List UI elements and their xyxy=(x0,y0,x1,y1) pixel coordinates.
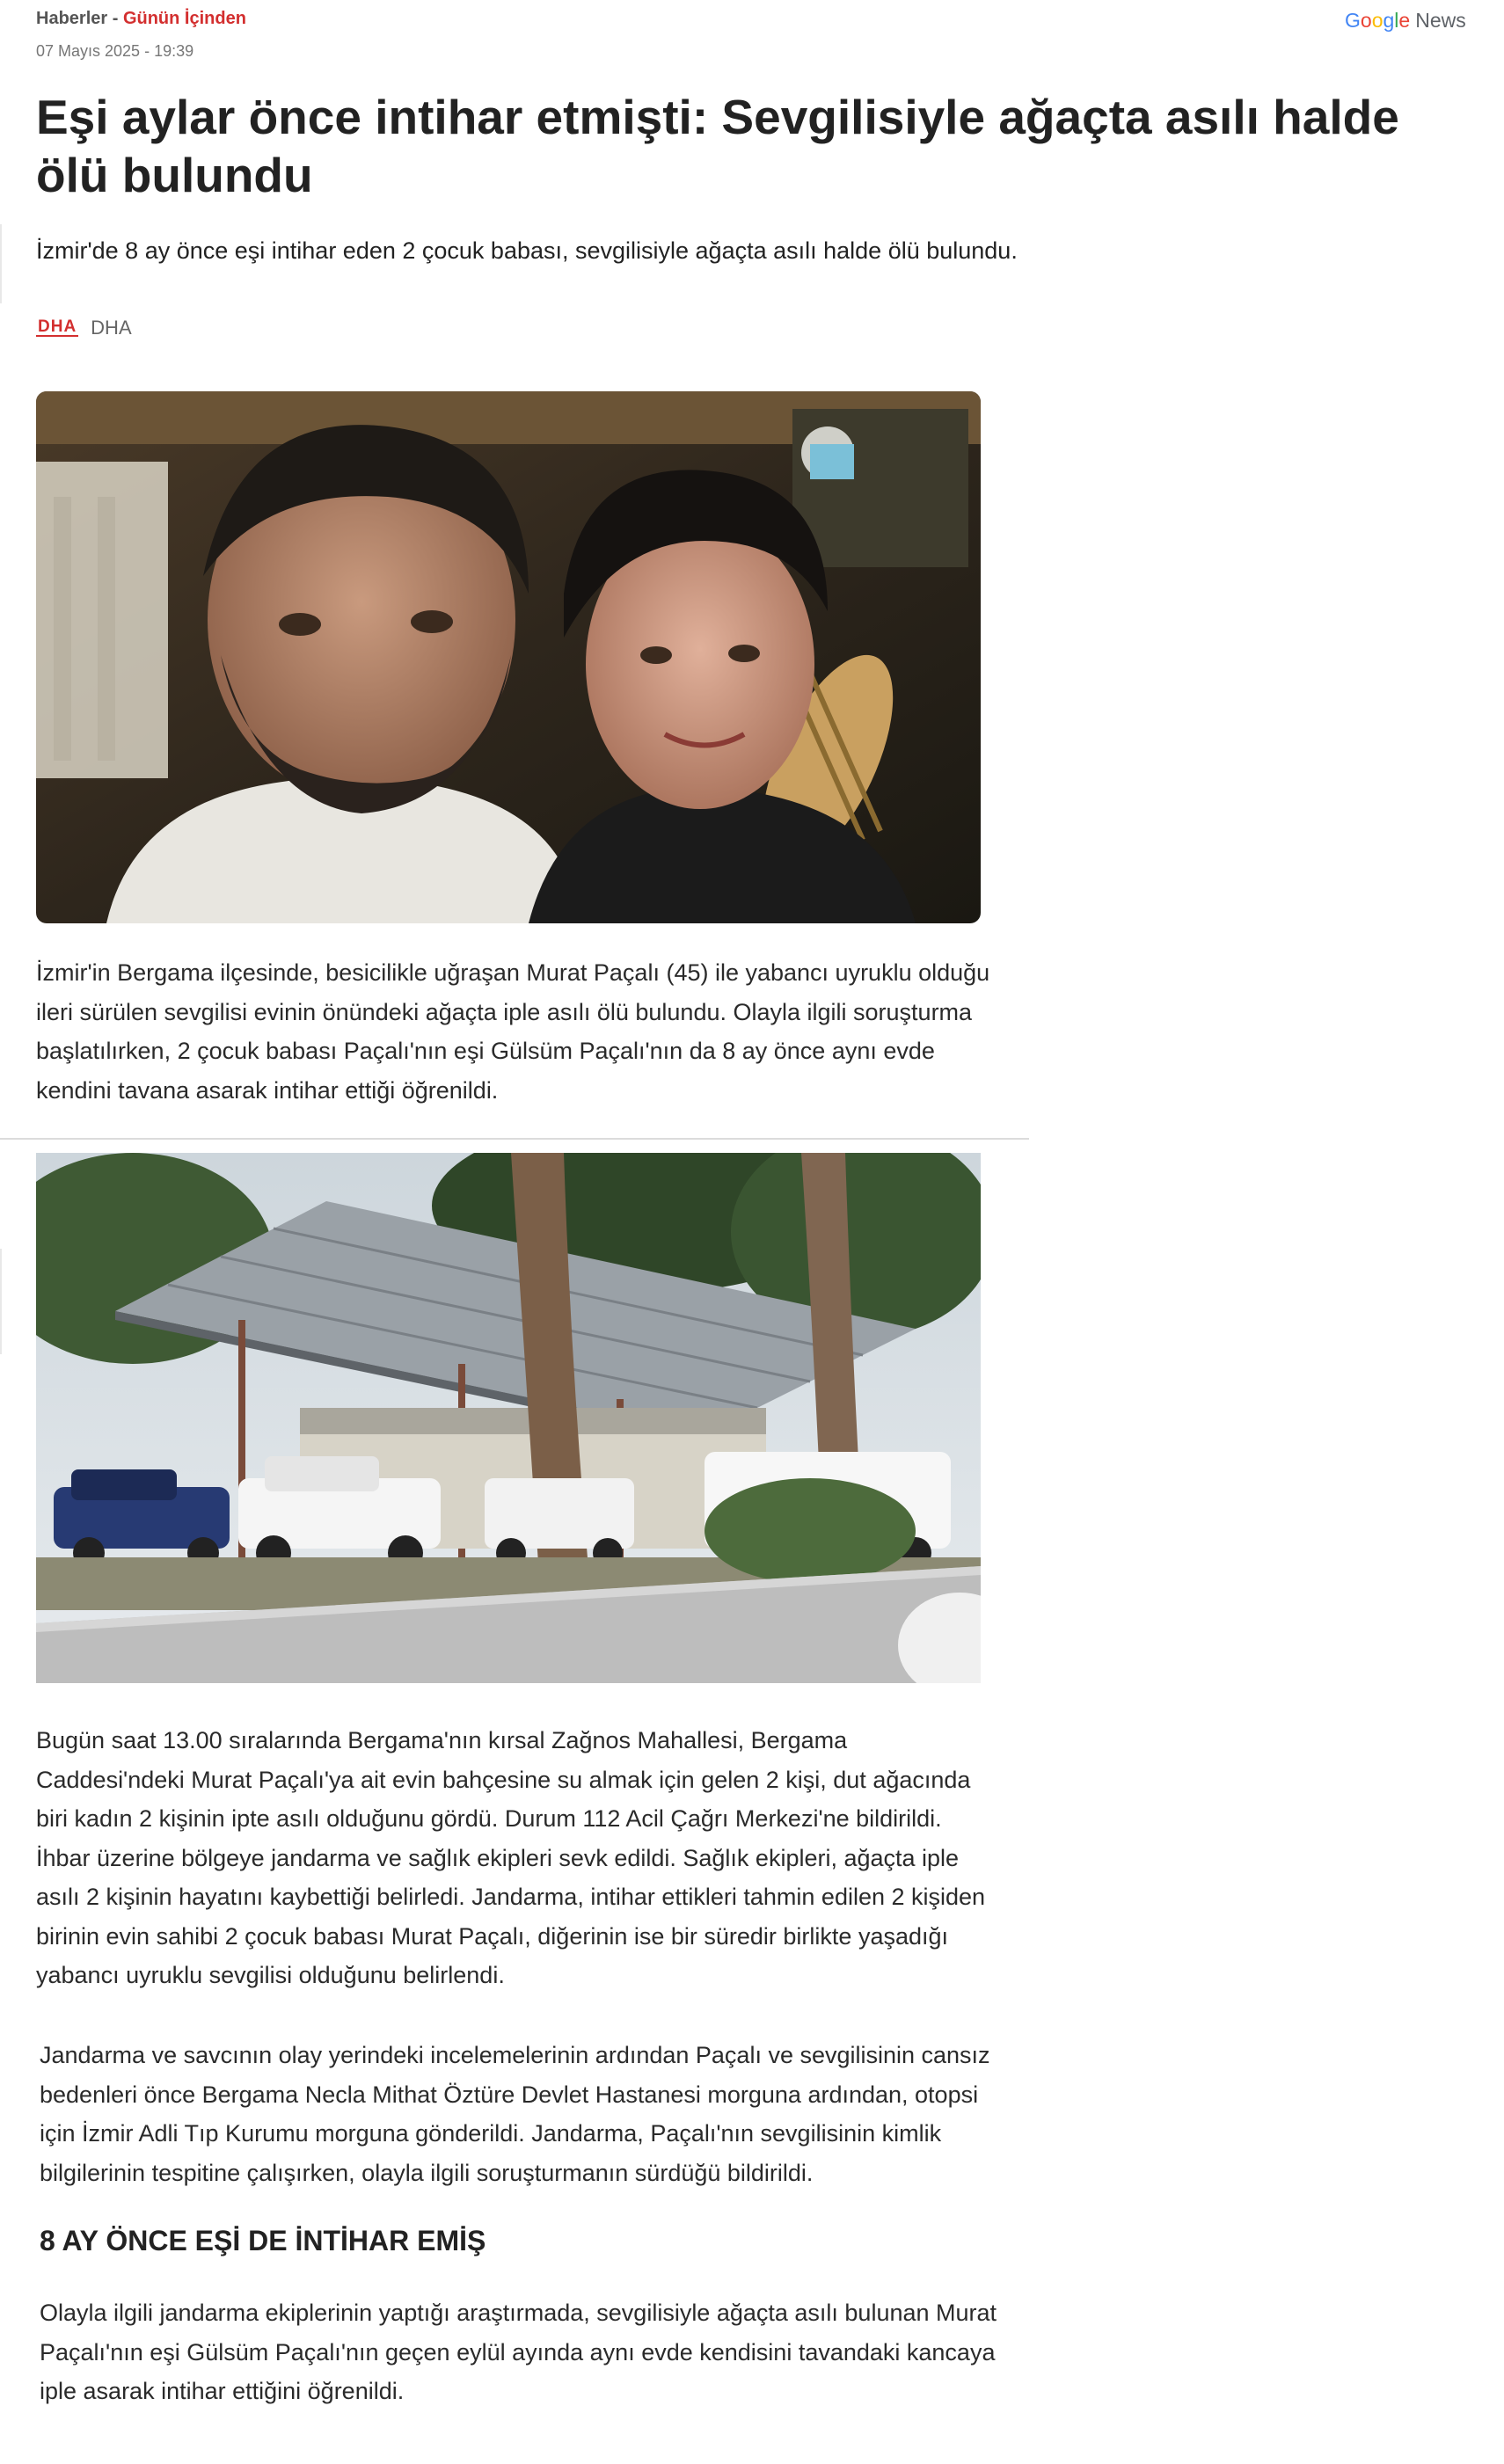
breadcrumb-section-link[interactable]: Haberler xyxy=(36,9,108,28)
breadcrumb xyxy=(36,9,246,29)
google-news-label: News xyxy=(1415,9,1466,32)
google-news-follow-link[interactable] xyxy=(1345,9,1466,33)
article-paragraph: Bugün saat 13.00 sıralarında Bergama'nın kırsal Zağnos Mahallesi, Bergama Caddesi'ndeki Murat Paçalı'ya ait evin bahçesine su almak için gelen 2 kişi, dut ağacında biri kadın 2 kişinin ipte asılı olduğunu gördü. Durum 112 Acil Çağrı Merkezi'ne bildirildi. İhbar üzerine bölgeye jandarma ve sağlık ekipleri sevk edildi. Sağlık ekipleri, ağaçta iple asılı 2 kişinin hayatını kaybettiği belirledi. Jandarma, intihar ettikleri tahmin edilen 2 kişiden birinin evin sahibi 2 çocuk babası Murat Paçalı, diğerinin ise bir süredir birlikte yaşadığı yabancı uyruklu sevgilisi olduğunu belirlendi. xyxy=(36,1727,986,1988)
dha-logo: DHA xyxy=(38,317,77,336)
article-paragraph: Olayla ilgili jandarma ekiplerinin yaptığı araştırmada, sevgilisiyle ağaçta asılı bulunan Murat Paçalı'nın eşi Gülsüm Paçalı'nın geçen eylül ayında aynı evde kendisini tavandaki kancaya iple asarak intihar ettiğini öğrenildi. xyxy=(40,2300,997,2404)
breadcrumb-separator: - xyxy=(107,9,123,28)
source-name: DHA xyxy=(91,317,132,339)
article-subheading: 8 AY ÖNCE EŞİ DE İNTİHAR EMİŞ xyxy=(40,2225,486,2256)
breadcrumb-category-link[interactable]: Günün İçinden xyxy=(122,9,246,28)
article-paragraph: Jandarma ve savcının olay yerindeki incelemelerinin ardından Paçalı ve sevgilisinin cansız bedenleri önce Bergama Necla Mithat Öztüre Devlet Hastanesi morguna ardından, otopsi için İzmir Adli Tıp Kurumu morguna gönderildi. Jandarma, Paçalı'nın sevgilisinin kimlik bilgilerinin tespitine çalışırken, olayla ilgili soruşturmanın sürdüğü bildirildi. xyxy=(40,2042,990,2186)
google-logo: Google xyxy=(1345,9,1411,32)
article-photo-scene xyxy=(36,1153,981,1683)
content-divider xyxy=(0,1138,1029,1140)
publish-date: 07 Mayıs 2025 - 19:39 xyxy=(36,42,194,60)
article-photo-couple xyxy=(36,391,981,923)
article-paragraph: İzmir'in Bergama ilçesinde, besicilikle uğraşan Murat Paçalı (45) ile yabancı uyruklu olduğu ileri sürülen sevgilisi evinin önündeki ağaçta iple asılı ölü bulundu. Olayla ilgili soruşturma başlatılırken, 2 çocuk babası Paçalı'nın eşi Gülsüm Paçalı'nın da 8 ay önce aynı evde kendini tavana asarak intihar ettiği öğrenildi. xyxy=(36,959,990,1104)
article-title: Eşi aylar önce intihar etmişti: Sevgilisiyle ağaçta asılı halde ölü bulundu xyxy=(36,90,1399,202)
news-source xyxy=(36,317,132,339)
article-lead: İzmir'de 8 ay önce eşi intihar eden 2 çocuk babası, sevgilisiyle ağaçta asılı halde ölü bulundu. xyxy=(36,237,1018,264)
